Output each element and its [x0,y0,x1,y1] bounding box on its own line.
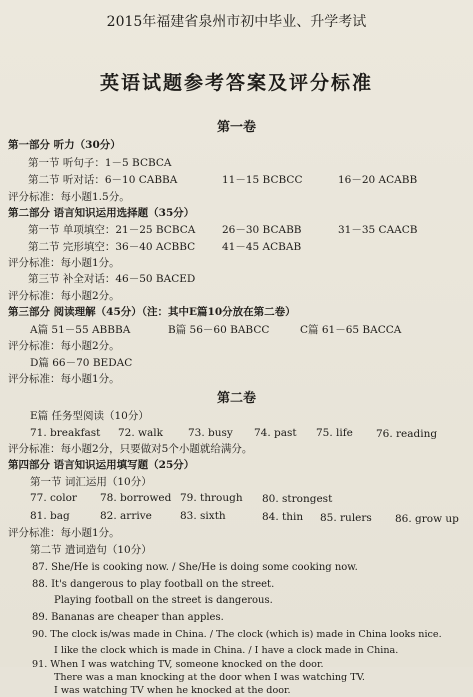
answer-91-b: There was a man knocking at the door when I was watching TV. [54,672,365,683]
answer-78: 78. borrowed [100,492,172,504]
part2-heading: 第二部分 语言知识运用选择题（35分） [8,207,195,219]
answer-88-a: 88. It's dangerous to play football on the street. [32,579,275,590]
answer-88-b: Playing football on the street is dangerous. [54,595,273,606]
document-title: 英语试题参考答案及评分标准 [99,72,373,94]
part1-section2-b: 11－15 BCBCC [222,174,303,186]
part2-scoring-1: 评分标准：每小题1分。 [8,257,120,269]
part2-section3: 第三节 补全对话：46－50 BACED [28,273,196,285]
answer-84: 84. thin [262,511,304,523]
part2-section1-c: 31－35 CAACB [338,224,418,236]
passage-e-scoring: 评分标准：每小题2分，只要做对5个小题就给满分。 [8,443,253,455]
part3-passage-b: B篇 56－60 BABCC [168,324,270,336]
answer-91-a: 91. When I was watching TV, someone knocked on the door. [32,659,324,670]
part1-section2-c: 16－20 ACABB [338,174,418,186]
answer-72: 72. walk [118,427,164,439]
volume-two-heading: 第二卷 [216,391,256,406]
part4-section1: 第一节 词汇运用（10分） [30,476,152,488]
answer-76: 76. reading [376,428,438,440]
part3-passage-c: C篇 61－65 BACCA [300,324,402,336]
answer-71: 71. breakfast [30,427,101,439]
part1-section1: 第一节 听句子：1－5 BCBCA [28,157,172,169]
part4-heading: 第四部分 语言知识运用填写题（25分） [8,459,195,471]
answer-81: 81. bag [30,510,70,522]
answer-74: 74. past [254,427,297,439]
answer-85: 85. rulers [320,512,372,524]
part2-section2-b: 41－45 ACBAB [222,241,302,253]
answer-87: 87. She/He is cooking now. / She/He is doing some cooking now. [32,562,358,573]
answer-79: 79. through [180,492,243,504]
part4-scoring: 评分标准：每小题1分。 [8,527,120,539]
answer-75: 75. life [316,427,353,439]
part2-section2-a: 第二节 完形填空：36－40 ACBBC [28,241,196,253]
part2-section1-a: 第一节 单项填空：21－25 BCBCA [28,224,196,236]
answer-77: 77. color [30,492,77,504]
part3-scoring-2: 评分标准：每小题1分。 [8,373,120,385]
answer-83: 83. sixth [180,510,226,522]
part3-scoring-1: 评分标准：每小题2分。 [8,340,120,352]
answer-90-b: I like the clock which is made in China. / I have a clock made in China. [54,645,399,656]
passage-e-heading: E篇 任务型阅读（10分） [30,410,149,422]
part3-heading: 第三部分 阅读理解（45分）（注：其中E篇10分放在第二卷） [8,306,296,318]
answer-89: 89. Bananas are cheaper than apples. [32,612,224,623]
part3-passage-d: D篇 66－70 BEDAC [30,357,133,369]
answer-90-a: 90. The clock is/was made in China. / The clock (which is) made in China looks nice. [32,629,442,640]
answer-80: 80. strongest [262,493,333,505]
answer-86: 86. grow up [395,513,459,525]
part1-scoring: 评分标准：每小题1.5分。 [8,191,130,203]
exam-title: 2015年福建省泉州市初中毕业、升学考试 [106,14,367,30]
part3-passage-a: A篇 51－55 ABBBA [30,324,131,336]
part1-section2-a: 第二节 听对话：6－10 CABBA [28,174,178,186]
answer-91-c: I was watching TV when he knocked at the door. [54,685,291,696]
volume-one-heading: 第一卷 [216,120,256,135]
part1-heading: 第一部分 听力（30分） [8,139,121,151]
part2-scoring-2: 评分标准：每小题2分。 [8,290,120,302]
answer-73: 73. busy [188,427,233,439]
part4-section2: 第二节 遣词造句（10分） [30,544,152,556]
part2-section1-b: 26－30 BCABB [222,224,302,236]
answer-82: 82. arrive [100,510,152,522]
